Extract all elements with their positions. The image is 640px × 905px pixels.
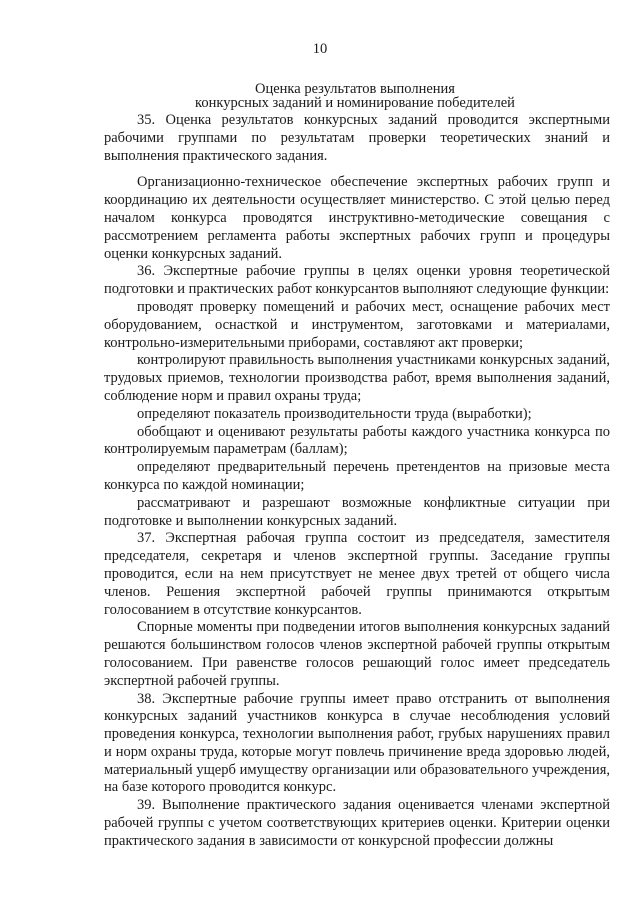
function-item-conflicts: рассматривают и разрешают возможные конфликтные ситуации при подготовке и выполнении конкурсных заданий.: [104, 494, 610, 529]
function-item-control: контролируют правильность выполнения участниками конкурсных заданий, трудовых приемов, технологии производства работ, время выполнения заданий, соблюдение норм и правил охраны труда;: [104, 352, 610, 404]
paragraph-35-organization: Организационно-техническое обеспечение экспертных рабочих групп и координацию их деятельности осуществляет министерство. С этой целью перед началом конкурса проводятся инструктивно-методические совещания с рассмотрением регламента работы экспертных рабочих групп и процедуры оценки конкурсных заданий.: [104, 174, 610, 262]
paragraph-39: 39. Выполнение практического задания оценивается членами экспертной рабочей группы с учетом соответствующих критериев оценки. Критерии оценки практического задания в зависимости от конкурсной профессии должны: [104, 797, 610, 849]
function-item-inspection: проводят проверку помещений и рабочих мест, оснащение рабочих мест оборудованием, оснасткой и инструментом, заготовками и материалами, контрольно-измерительными приборами, составляют акт проверки;: [104, 298, 610, 351]
paragraph-37-disputes: Спорные моменты при подведении итогов выполнения конкурсных заданий решаются большинством голосов членов экспертной рабочей группы открытым голосованием. При равенстве голосов решающий голос имеет председатель экспертной рабочей группы.: [104, 619, 610, 689]
document-body: [104, 112, 610, 851]
function-item-evaluation: обобщают и оценивают результаты работы каждого участника конкурса по контролируемым параметрам (баллам);: [104, 423, 610, 458]
section-heading-line-1: Оценка результатов выполнения: [255, 81, 455, 97]
function-item-productivity: определяют показатель производительности труда (выработки);: [137, 405, 532, 422]
paragraph-35: 35. Оценка результатов конкурсных заданий проводится экспертными рабочими группами по результатам проверки теоретических знаний и выполнения практического задания.: [104, 112, 610, 164]
paragraph-36: 36. Экспертные рабочие группы в целях оценки уровня теоретической подготовки и практических работ конкурсантов выполняют следующие функции:: [104, 263, 610, 298]
section-heading: [100, 82, 610, 110]
page-number: 10: [312, 41, 328, 57]
function-item-candidates: определяют предварительный перечень претендентов на призовые места конкурса по каждой номинации;: [104, 459, 610, 493]
section-heading-line-2: конкурсных заданий и номинирование победителей: [195, 95, 515, 111]
paragraph-37: 37. Экспертная рабочая группа состоит из председателя, заместителя председателя, секретаря и членов экспертной группы. Заседание группы проводится, если на нем присутствует не менее двух третей от общего числа членов. Решения экспертной рабочей группы принимаются открытым голосованием в отсутствие конкурсантов.: [104, 530, 610, 618]
paragraph-38: 38. Экспертные рабочие группы имеет право отстранить от выполнения конкурсных заданий участников конкурса в случае несоблюдения условий проведения конкурса, технологии выполнения работ, грубых нарушениях правил и норм охраны труда, которые могут повлечь причинение вреда здоровью людей, материальный ущерб имуществу организации или образовательного учреждения, на базе которого проводится конкурс.: [104, 690, 610, 796]
